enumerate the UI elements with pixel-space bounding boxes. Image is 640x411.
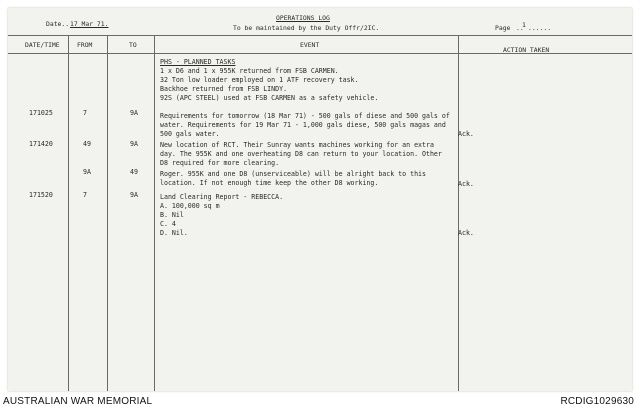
- row-time: 171520: [29, 191, 53, 199]
- row-from: 7: [83, 191, 87, 199]
- col-header-datetime: DATE/TIME: [25, 41, 60, 49]
- col-divider-2: [107, 35, 108, 391]
- event-line: A. 100,000 sq m: [160, 202, 220, 210]
- date-label: Date..: [46, 20, 70, 28]
- row-to: 49: [130, 168, 138, 176]
- row-action: Ack.: [458, 180, 474, 188]
- row-from: 49: [83, 140, 91, 148]
- event-line: 1 x D6 and 1 x 955K returned from FSB CARMEN.: [160, 67, 339, 75]
- date-value: 17 Mar 71.: [70, 20, 109, 28]
- row-from: 7: [83, 109, 87, 117]
- event-line: B. Nil: [160, 211, 184, 219]
- col-header-from: FROM: [77, 41, 93, 49]
- log-subtitle: To be maintained by the Duty Offr/2IC.: [233, 24, 380, 32]
- event-line: 500 gals water.: [160, 130, 220, 138]
- row-to: 9A: [130, 140, 138, 148]
- col-divider-1: [68, 35, 69, 391]
- header-rule-top: [8, 35, 632, 36]
- col-divider-4: [458, 35, 459, 391]
- row-action: Ack.: [458, 229, 474, 237]
- event-line: PHS - PLANNED TASKS: [160, 58, 236, 66]
- col-header-action: ACTION TAKEN: [503, 46, 550, 54]
- col-header-event: EVENT: [300, 41, 320, 49]
- row-time: 171420: [29, 140, 53, 148]
- row-to: 9A: [130, 109, 138, 117]
- event-line: Backhoe returned from FSB LINDY.: [160, 85, 288, 93]
- row-to: 9A: [130, 191, 138, 199]
- log-title: OPERATIONS LOG: [276, 14, 330, 22]
- event-line: Requirements for tomorrow (18 Mar 71) - 500 gals of diese and 500 gals of: [160, 112, 450, 120]
- row-from: 9A: [83, 168, 91, 176]
- event-line: Roger. 955K and one D8 (unserviceable) will be alright back to this: [160, 170, 426, 178]
- event-line: D8 required for more clearing.: [160, 159, 280, 167]
- page-label: Page: [495, 24, 511, 32]
- row-time: 171025: [29, 109, 53, 117]
- event-line: 92S (APC STEEL) used at FSB CARMEN as a safety vehicle.: [160, 94, 379, 102]
- event-line: C. 4: [160, 220, 176, 228]
- event-line: New location of RCT. Their Sunray wants machines working for an extra: [160, 141, 434, 149]
- event-line: Land Clearing Report - REBECCA.: [160, 193, 284, 201]
- event-line: D. Nil.: [160, 229, 188, 237]
- page-number: 1: [522, 21, 526, 29]
- footer-record-id: RCDIG1029630: [560, 396, 634, 407]
- col-header-to: TO: [129, 41, 137, 49]
- event-line: location. If not enough time keep the other D8 working.: [160, 179, 379, 187]
- col-divider-3: [154, 35, 155, 391]
- event-line: water. Requirements for 19 Mar 71 - 1,000 gals diese, 500 gals magas and: [160, 121, 446, 129]
- event-line: 32 Ton low loader employed on 1 ATF recovery task.: [160, 76, 359, 84]
- log-sheet: Date.. 17 Mar 71. OPERATIONS LOG To be maintained by the Duty Offr/2IC. Page .. 1 ...... DATE/TIME FROM TO EVENT ACTION TAKEN PHS - PLANNED TASKS 1 x D6 and 1 x 955K returned from FSB CARMEN. 32 Ton low loader employed on 1 ATF recovery task. Backhoe returned from FSB LINDY. 92S (APC STEEL) used at FSB CARMEN as a safety vehicle. 171025 7 9A Requirements for tomorrow (18 Mar 71) - 500 gals of diese and 500 gals of water. Requirements for 19 Mar 71 - 1,000 gals diese, 500 gals magas and 500 gals water. Ack. 171420 49 9A New location of RCT. Their Sunray wants machines working for an extra day. The 955K and one overheating D8 can return to your location. Other D8 required for more clearing. 9A 49 Roger. 955K and one D8 (unserviceable) will be alright back to this location. If not enough time keep the other D8 working. Ack. 171520 7 9A Land Clearing Report - REBECCA. A. 100,000 sq m B. Nil C. 4 D. Nil. Ack.: [8, 8, 632, 391]
- row-action: Ack.: [458, 130, 474, 138]
- footer-archive-name: AUSTRALIAN WAR MEMORIAL: [3, 396, 153, 407]
- event-line: day. The 955K and one overheating D8 can return to your location. Other: [160, 150, 442, 158]
